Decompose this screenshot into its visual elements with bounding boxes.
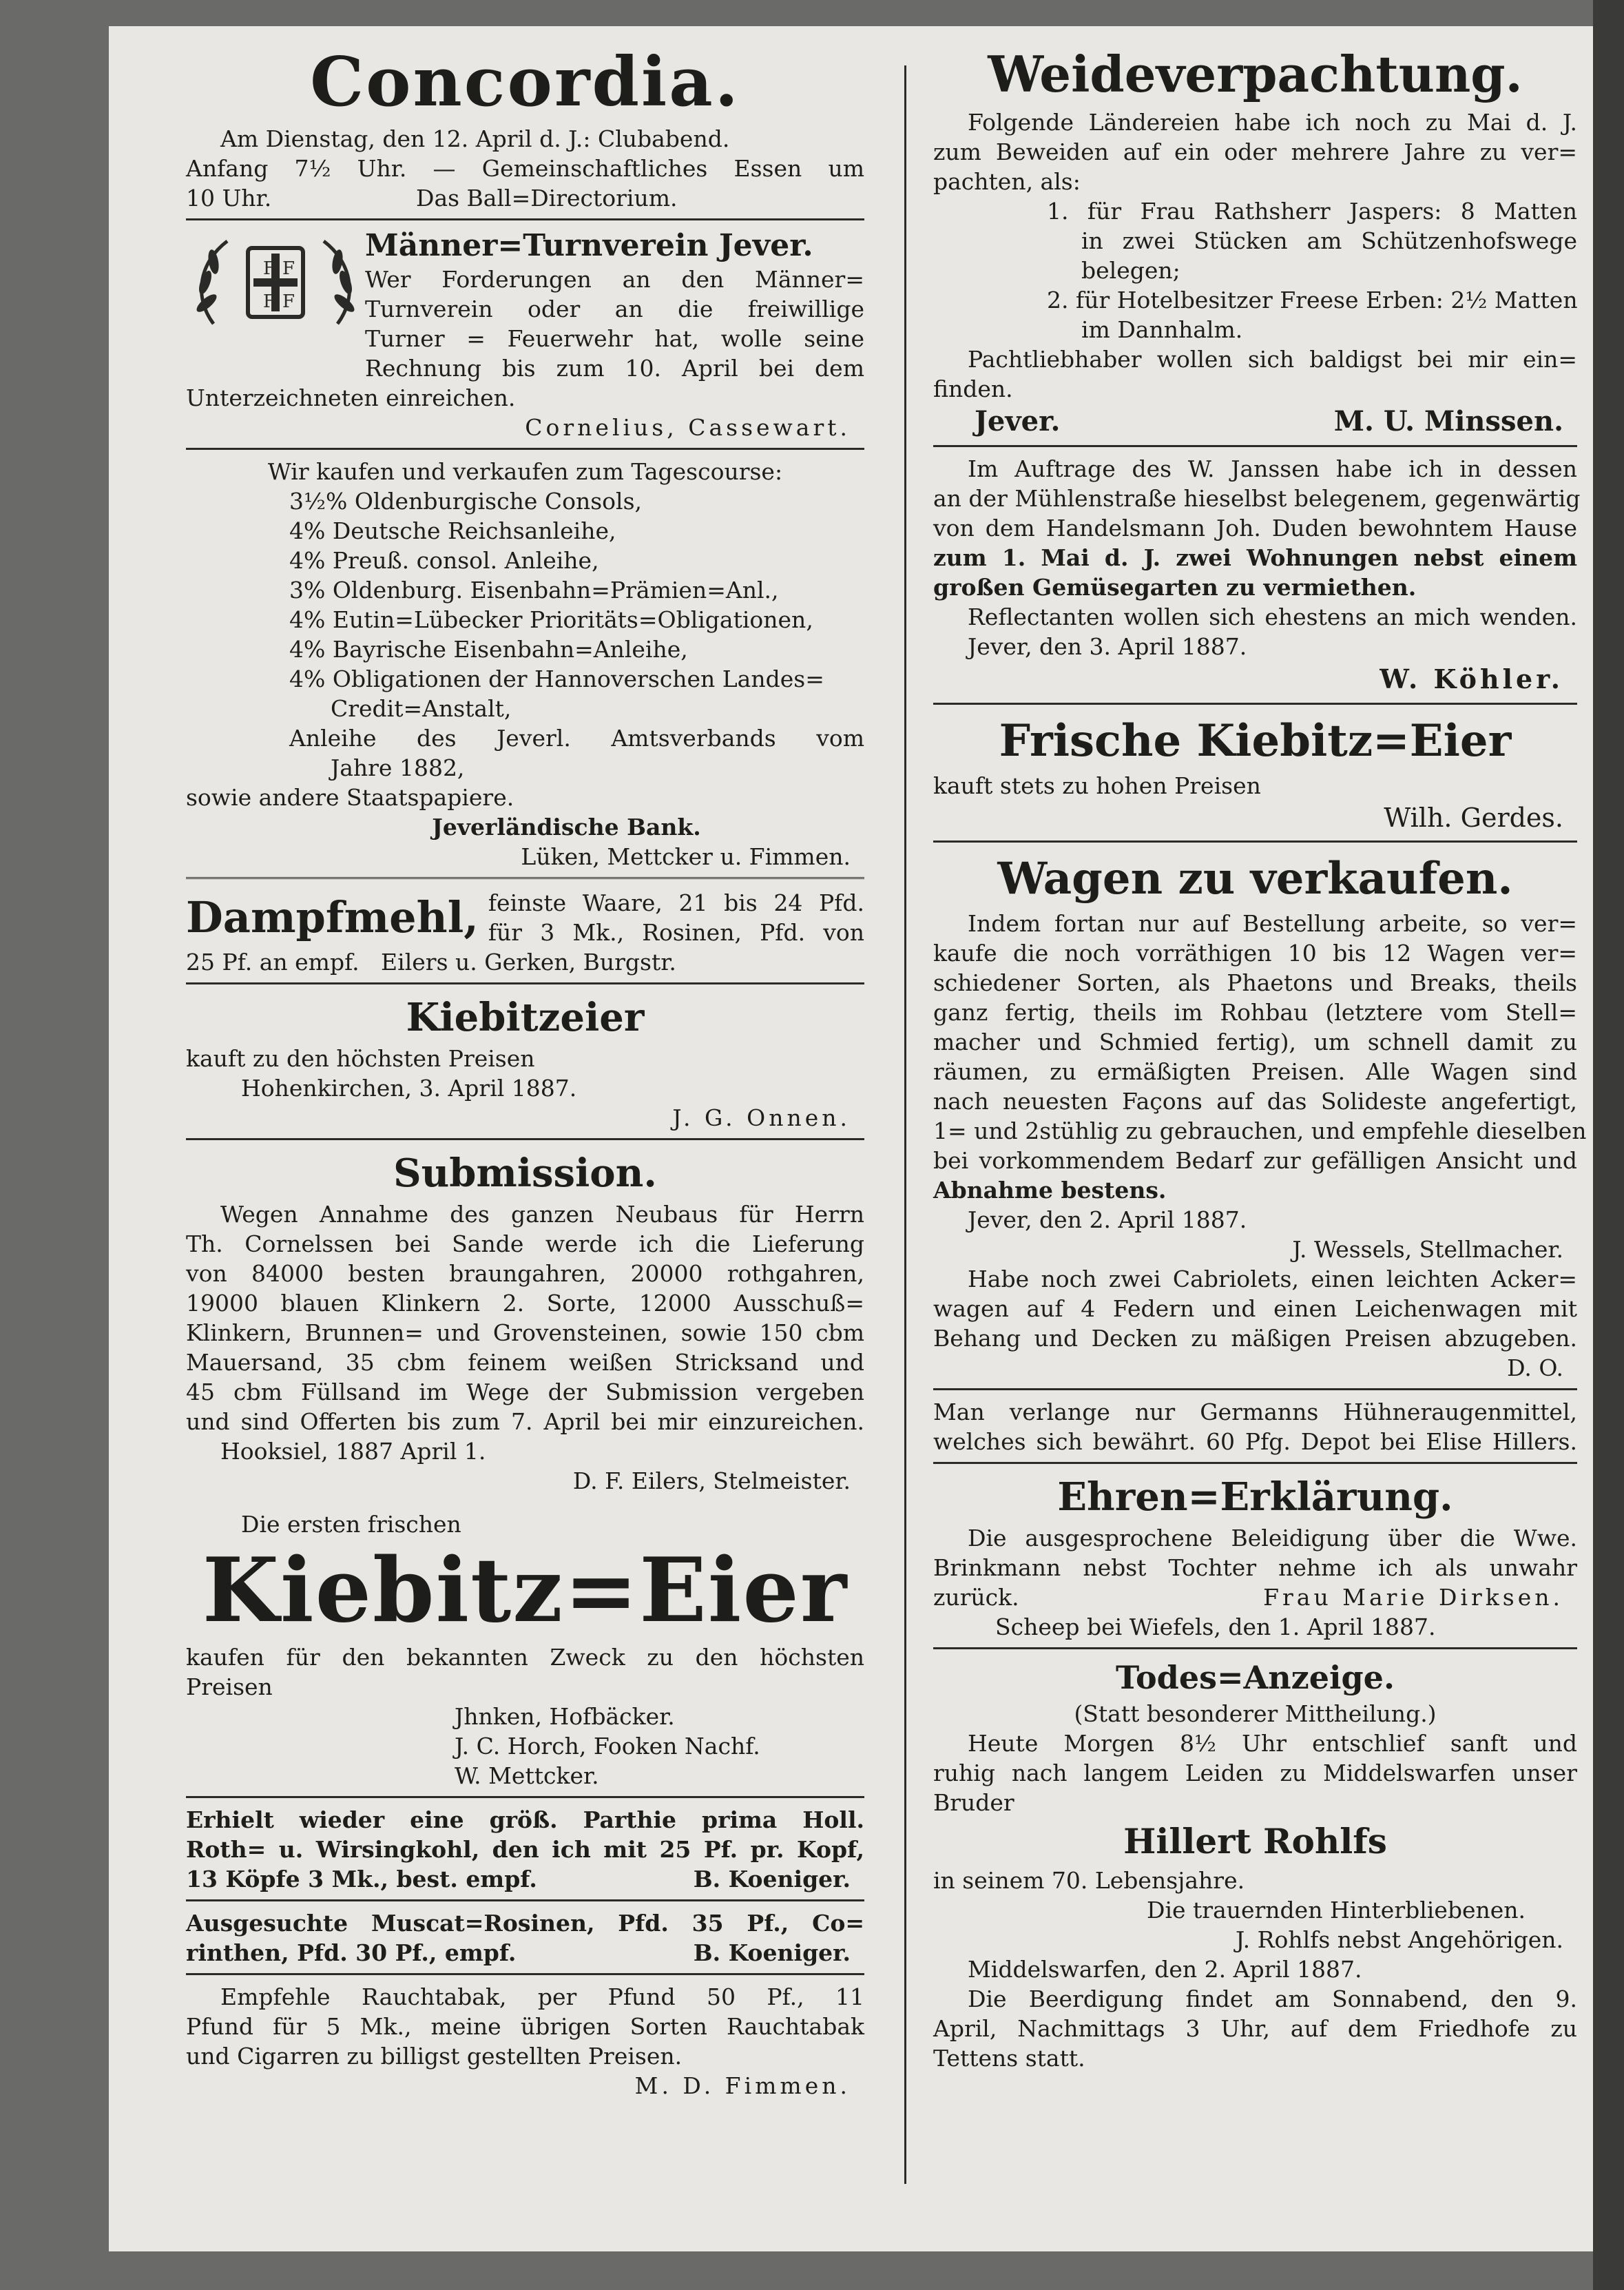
bank-item: 4% Bayrische Eisenbahn=Anleihe,	[289, 636, 688, 663]
ad-line: und sind Offerten bis zum 7. April bei mir einzureichen.	[186, 1408, 864, 1435]
ad-line: Behang und Decken zu mäßigen Preisen abzugeben.	[933, 1325, 1577, 1352]
ad-tabak	[186, 1982, 864, 2101]
ad-line: Turnverein oder an die freiwillige	[365, 296, 864, 322]
ad-line: Turner = Feuerwehr hat, wolle seine	[365, 325, 864, 352]
ad-place: Jever.	[975, 405, 1061, 437]
ad-janssen	[933, 454, 1581, 697]
ad-ehren-erklaerung	[933, 1471, 1577, 1642]
column-divider	[904, 65, 906, 2184]
ad-subtitle: (Statt besonderer Mittheilung.)	[1074, 1700, 1437, 1727]
ad-line: Th. Cornelssen bei Sande werde ich die Lieferung	[186, 1230, 864, 1257]
divider	[186, 1796, 864, 1798]
ad-cabriolets	[933, 1264, 1577, 1383]
ad-title: Männer=Turnverein Jever.	[365, 228, 813, 263]
ad-line: ruhig nach langem Leiden zu Middelswarfen unser	[933, 1760, 1577, 1786]
ad-line: bei vorkommendem Bedarf zur gefälligen Ansicht und	[933, 1147, 1577, 1174]
ad-line: kaufe die noch vorräthigen 10 bis 12 Wagen ver=	[933, 940, 1577, 967]
ad-line: von dem Handelsmann Joh. Duden bewohntem Hause	[933, 515, 1577, 541]
divider	[186, 448, 864, 450]
divider	[186, 877, 864, 881]
ad-line: Heute Morgen 8½ Uhr entschlief sanft und	[968, 1730, 1577, 1757]
bank-item: 4% Deutsche Reichsanleihe,	[289, 517, 616, 544]
ad-kiebitzeier-onnen	[186, 991, 864, 1133]
divider	[933, 703, 1577, 705]
ad-title: Todes=Anzeige.	[1116, 1659, 1395, 1696]
ad-title: Weideverpachtung.	[988, 45, 1523, 103]
ad-line: Pachtliebhaber wollen sich baldigst bei mir ein=	[968, 346, 1577, 373]
spacer	[186, 1501, 864, 1503]
ad-line: Am Dienstag, den 12. April d. J.: Clubabend.	[220, 125, 730, 152]
ad-line: und Cigarren zu billigst gestellten Preisen.	[186, 2043, 683, 2070]
ad-pre-line: Die ersten frischen	[241, 1511, 461, 1538]
ad-line: Rechnung bis zum 10. April bei dem	[365, 355, 864, 382]
ad-line: Anfang 7½ Uhr. — Gemeinschaftliches Essen um	[186, 155, 864, 182]
bank-item: 3% Oldenburg. Eisenbahn=Prämien=Anl.,	[289, 577, 779, 604]
ad-line: schiedener Sorten, als Phaetons und Breaks, theils	[933, 969, 1577, 996]
divider	[186, 982, 864, 984]
ad-line: Man verlange nur Germanns Hühneraugenmittel,	[933, 1399, 1577, 1425]
ad-weideverpachtung	[933, 41, 1577, 440]
ad-line: Die ausgesprochene Beleidigung über die Wwe.	[968, 1525, 1577, 1551]
ad-kohl	[186, 1805, 864, 1894]
ad-dampfmehl	[186, 888, 864, 977]
ad-line: welches sich bewährt. 60 Pfg. Depot bei Elise Hillers.	[933, 1428, 1577, 1455]
ad-line: pachten, als:	[933, 168, 1081, 195]
ad-line: Im Auftrage des W. Janssen habe ich in dessen	[968, 455, 1577, 482]
divider	[933, 840, 1577, 843]
ad-line: Abnahme bestens.	[933, 1177, 1167, 1204]
ad-line: Tettens statt.	[933, 2045, 1085, 2072]
turner-cross-wreath-icon	[186, 227, 365, 338]
bank-item: Anleihe des Jeverl. Amtsverbands vom	[289, 725, 864, 752]
ad-signature: W. Köhler.	[1380, 663, 1563, 694]
ad-line: Folgende Ländereien habe ich noch zu Mai d. J.	[968, 109, 1577, 136]
ad-signature: Wilh. Gerdes.	[1384, 803, 1563, 833]
ad-signature: Lüken, Mettcker u. Fimmen.	[521, 843, 851, 870]
ad-line: zum 1. Mai d. J. zwei Wohnungen nebst einem	[933, 544, 1577, 571]
ad-line: finden.	[933, 375, 1013, 402]
ad-line: 1= und 2stühlig zu gebrauchen, und empfehle dieselben	[933, 1117, 1587, 1144]
ad-line: Klinkern, Brunnen= und Grovensteinen, sowie 150 cbm	[186, 1319, 864, 1346]
bank-item: 3½% Oldenburgische Consols,	[289, 488, 643, 515]
ad-line: Habe noch zwei Cabriolets, einen leichten Acker=	[968, 1266, 1577, 1292]
ad-title: Concordia.	[310, 43, 740, 122]
ad-title: Kiebitz=Eier	[202, 1539, 849, 1642]
ad-signature: J. Rohlfs nebst Angehörigen.	[1236, 1926, 1563, 1953]
ad-line: Reflectanten wollen sich ehestens an mich wenden.	[968, 604, 1577, 630]
ad-signature: Cornelius, Cassewart.	[525, 414, 851, 441]
ad-line: großen Gemüsegarten zu vermiethen.	[933, 574, 1417, 601]
ad-title: Wagen zu verkaufen.	[997, 853, 1513, 905]
ad-line: Brinkmann nebst Tochter nehme ich als unwahr	[933, 1554, 1577, 1581]
ad-bank	[186, 457, 864, 871]
ad-kiebitz-eier	[186, 1509, 864, 1791]
deceased-name: Hillert Rohlfs	[1123, 1821, 1387, 1861]
bank-item: 4% Obligationen der Hannoverschen Landes=	[289, 666, 824, 692]
ad-line: Bruder	[933, 1789, 1014, 1816]
ad-line: Erhielt wieder eine größ. Parthie prima Holl.	[186, 1806, 864, 1833]
ad-line: 25 Pf. an empf. Eilers u. Gerken, Burgstr.	[186, 949, 676, 976]
svg-text:F: F	[263, 258, 276, 279]
ad-title: Submission.	[393, 1151, 657, 1196]
ad-line: Mauersand, 35 cbm feinem weißen Stricksand und	[186, 1349, 864, 1376]
ad-line: Unterzeichneten einreichen.	[186, 384, 516, 411]
bank-item: 4% Preuß. consol. Anleihe,	[289, 547, 599, 574]
ad-todes-anzeige	[933, 1656, 1577, 2073]
lease-item: 2. für Hotelbesitzer Freese Erben: 2½ Matten	[1047, 287, 1578, 313]
ad-line: wagen auf 4 Federn und einen Leichenwagen mit	[933, 1295, 1577, 1322]
ad-submission	[186, 1147, 864, 1496]
ad-line: von 84000 besten braungahren, 20000 rothgahren,	[186, 1260, 864, 1287]
ad-signature: J. C. Horch, Fooken Nachf.	[455, 1733, 760, 1760]
right-column	[933, 41, 1587, 2073]
ad-rosinen	[186, 1908, 864, 1968]
ad-concordia	[186, 41, 864, 213]
ad-line: kaufen für den bekannten Zweck zu den höchsten	[186, 1644, 864, 1671]
ad-line: macher und Schmied fertig), um schnell damit zu	[933, 1029, 1577, 1055]
ad-line: feinste Waare, 21 bis 24 Pfd.	[488, 889, 864, 916]
ad-signature: D. O.	[1507, 1354, 1563, 1381]
ad-line: 45 cbm Füllsand im Wege der Submission vergeben	[186, 1379, 864, 1405]
ad-line: April, Nachmittags 3 Uhr, auf dem Friedhofe zu	[933, 2015, 1577, 2042]
ad-title: Frische Kiebitz=Eier	[999, 715, 1512, 767]
ad-line: ganz fertig, theils im Rohbau (letztere vom Stell=	[933, 999, 1577, 1026]
ad-line: Wir kaufen und verkaufen zum Tagescourse:	[267, 458, 783, 485]
lease-item: belegen;	[1081, 257, 1180, 284]
ad-place: Jever, den 2. April 1887.	[968, 1206, 1247, 1233]
divider	[933, 1647, 1577, 1649]
ad-line: Empfehle Rauchtabak, per Pfund 50 Pf., 11	[220, 1983, 864, 2010]
bank-name: Jeverländische Bank.	[432, 814, 701, 840]
ad-line: sowie andere Staatspapiere.	[186, 784, 514, 811]
scan-edge-strip	[1593, 0, 1624, 2290]
ad-line: kauft stets zu hohen Preisen	[933, 772, 1261, 799]
ad-frische-kiebitz-eier	[933, 712, 1577, 835]
divider	[186, 1973, 864, 1975]
lease-item: in zwei Stücken am Schützenhofswege	[1081, 227, 1577, 254]
ad-title: Kiebitzeier	[406, 995, 645, 1040]
ad-signature: M. D. Fimmen.	[634, 2072, 851, 2099]
ad-line: an der Mühlenstraße hieselbst belegenem, gegenwärtig	[933, 485, 1581, 512]
ad-line: Roth= u. Wirsingkohl, den ich mit 25 Pf. pr. Kopf,	[186, 1836, 864, 1863]
ad-signature: Jhnken, Hofbäcker.	[455, 1703, 675, 1730]
ad-line: Die trauernden Hinterbliebenen.	[1147, 1897, 1526, 1923]
ad-title: Ehren=Erklärung.	[1057, 1474, 1453, 1520]
divider	[933, 1462, 1577, 1464]
ad-line: Hooksiel, 1887 April 1.	[220, 1438, 486, 1465]
ad-line: Ausgesuchte Muscat=Rosinen, Pfd. 35 Pf., Co=	[186, 1910, 864, 1937]
ad-signature: J. G. Onnen.	[672, 1104, 851, 1131]
ad-place: Middelswarfen, den 2. April 1887.	[968, 1956, 1362, 1983]
ad-line: kauft zu den höchsten Preisen	[186, 1045, 535, 1072]
ad-signature: B. Koeniger.	[693, 1866, 851, 1892]
ad-line: rinthen, Pfd. 30 Pf., empf.	[186, 1939, 517, 1966]
ad-line: Preisen	[186, 1673, 273, 1700]
ad-line: 13 Köpfe 3 Mk., best. empf.	[186, 1866, 537, 1892]
divider	[186, 218, 864, 220]
bank-item: Credit=Anstalt,	[331, 695, 512, 722]
ad-signature: Frau Marie Dirksen.	[1263, 1584, 1563, 1611]
ad-line: 10 Uhr. Das Ball=Directorium.	[186, 185, 678, 212]
ad-signature: J. Wessels, Stellmacher.	[1292, 1236, 1563, 1263]
lease-item: 1. für Frau Rathsherr Jaspers: 8 Matten	[1047, 198, 1577, 225]
ad-line: Pfund für 5 Mk., meine übrigen Sorten Rauchtabak	[186, 2013, 864, 2040]
ad-wagen	[933, 849, 1587, 1264]
ad-line: Hohenkirchen, 3. April 1887.	[241, 1075, 577, 1102]
divider	[186, 1899, 864, 1901]
ad-signature: M. U. Minssen.	[1333, 405, 1563, 437]
ad-place: Jever, den 3. April 1887.	[968, 633, 1247, 660]
divider	[186, 1138, 864, 1140]
svg-text:F: F	[263, 291, 276, 312]
ad-line: zurück.	[933, 1584, 1019, 1611]
svg-text:F: F	[282, 291, 295, 312]
ad-line: räumen, zu ermäßigten Preisen. Alle Wagen sind	[933, 1058, 1577, 1085]
ad-title: Dampfmehl,	[186, 892, 479, 942]
divider	[933, 445, 1577, 447]
ad-huehneraugen	[933, 1397, 1577, 1456]
ad-line: zum Beweiden auf ein oder mehrere Jahre zu ver=	[933, 138, 1577, 165]
ad-line: Wer Forderungen an den Männer=	[365, 266, 864, 293]
ad-line: nach neuesten Façons auf das Solideste angefertigt,	[933, 1088, 1577, 1115]
bank-item: 4% Eutin=Lübecker Prioritäts=Obligationen,	[289, 606, 813, 633]
ad-line: Wegen Annahme des ganzen Neubaus für Herrn	[220, 1201, 864, 1228]
ad-signature: B. Koeniger.	[693, 1939, 851, 1966]
ad-turnverein	[186, 227, 864, 442]
ad-line: Indem fortan nur auf Bestellung arbeite, so ver=	[968, 910, 1577, 937]
ad-line: 19000 blauen Klinkern 2. Sorte, 12000 Ausschuß=	[186, 1290, 864, 1317]
ad-place: Scheep bei Wiefels, den 1. April 1887.	[995, 1613, 1436, 1640]
ad-line: Die Beerdigung findet am Sonnabend, den 9.	[968, 1985, 1577, 2012]
lease-item: im Dannhalm.	[1081, 316, 1243, 343]
ad-line: für 3 Mk., Rosinen, Pfd. von	[488, 919, 864, 946]
svg-text:F: F	[282, 258, 295, 279]
bank-item: Jahre 1882,	[331, 754, 465, 781]
divider	[933, 1388, 1577, 1390]
left-column	[186, 41, 864, 2101]
ad-line: in seinem 70. Lebensjahre.	[933, 1867, 1245, 1894]
ad-signature: D. F. Eilers, Stelmeister.	[572, 1467, 851, 1494]
ad-signature: W. Mettcker.	[455, 1762, 599, 1789]
